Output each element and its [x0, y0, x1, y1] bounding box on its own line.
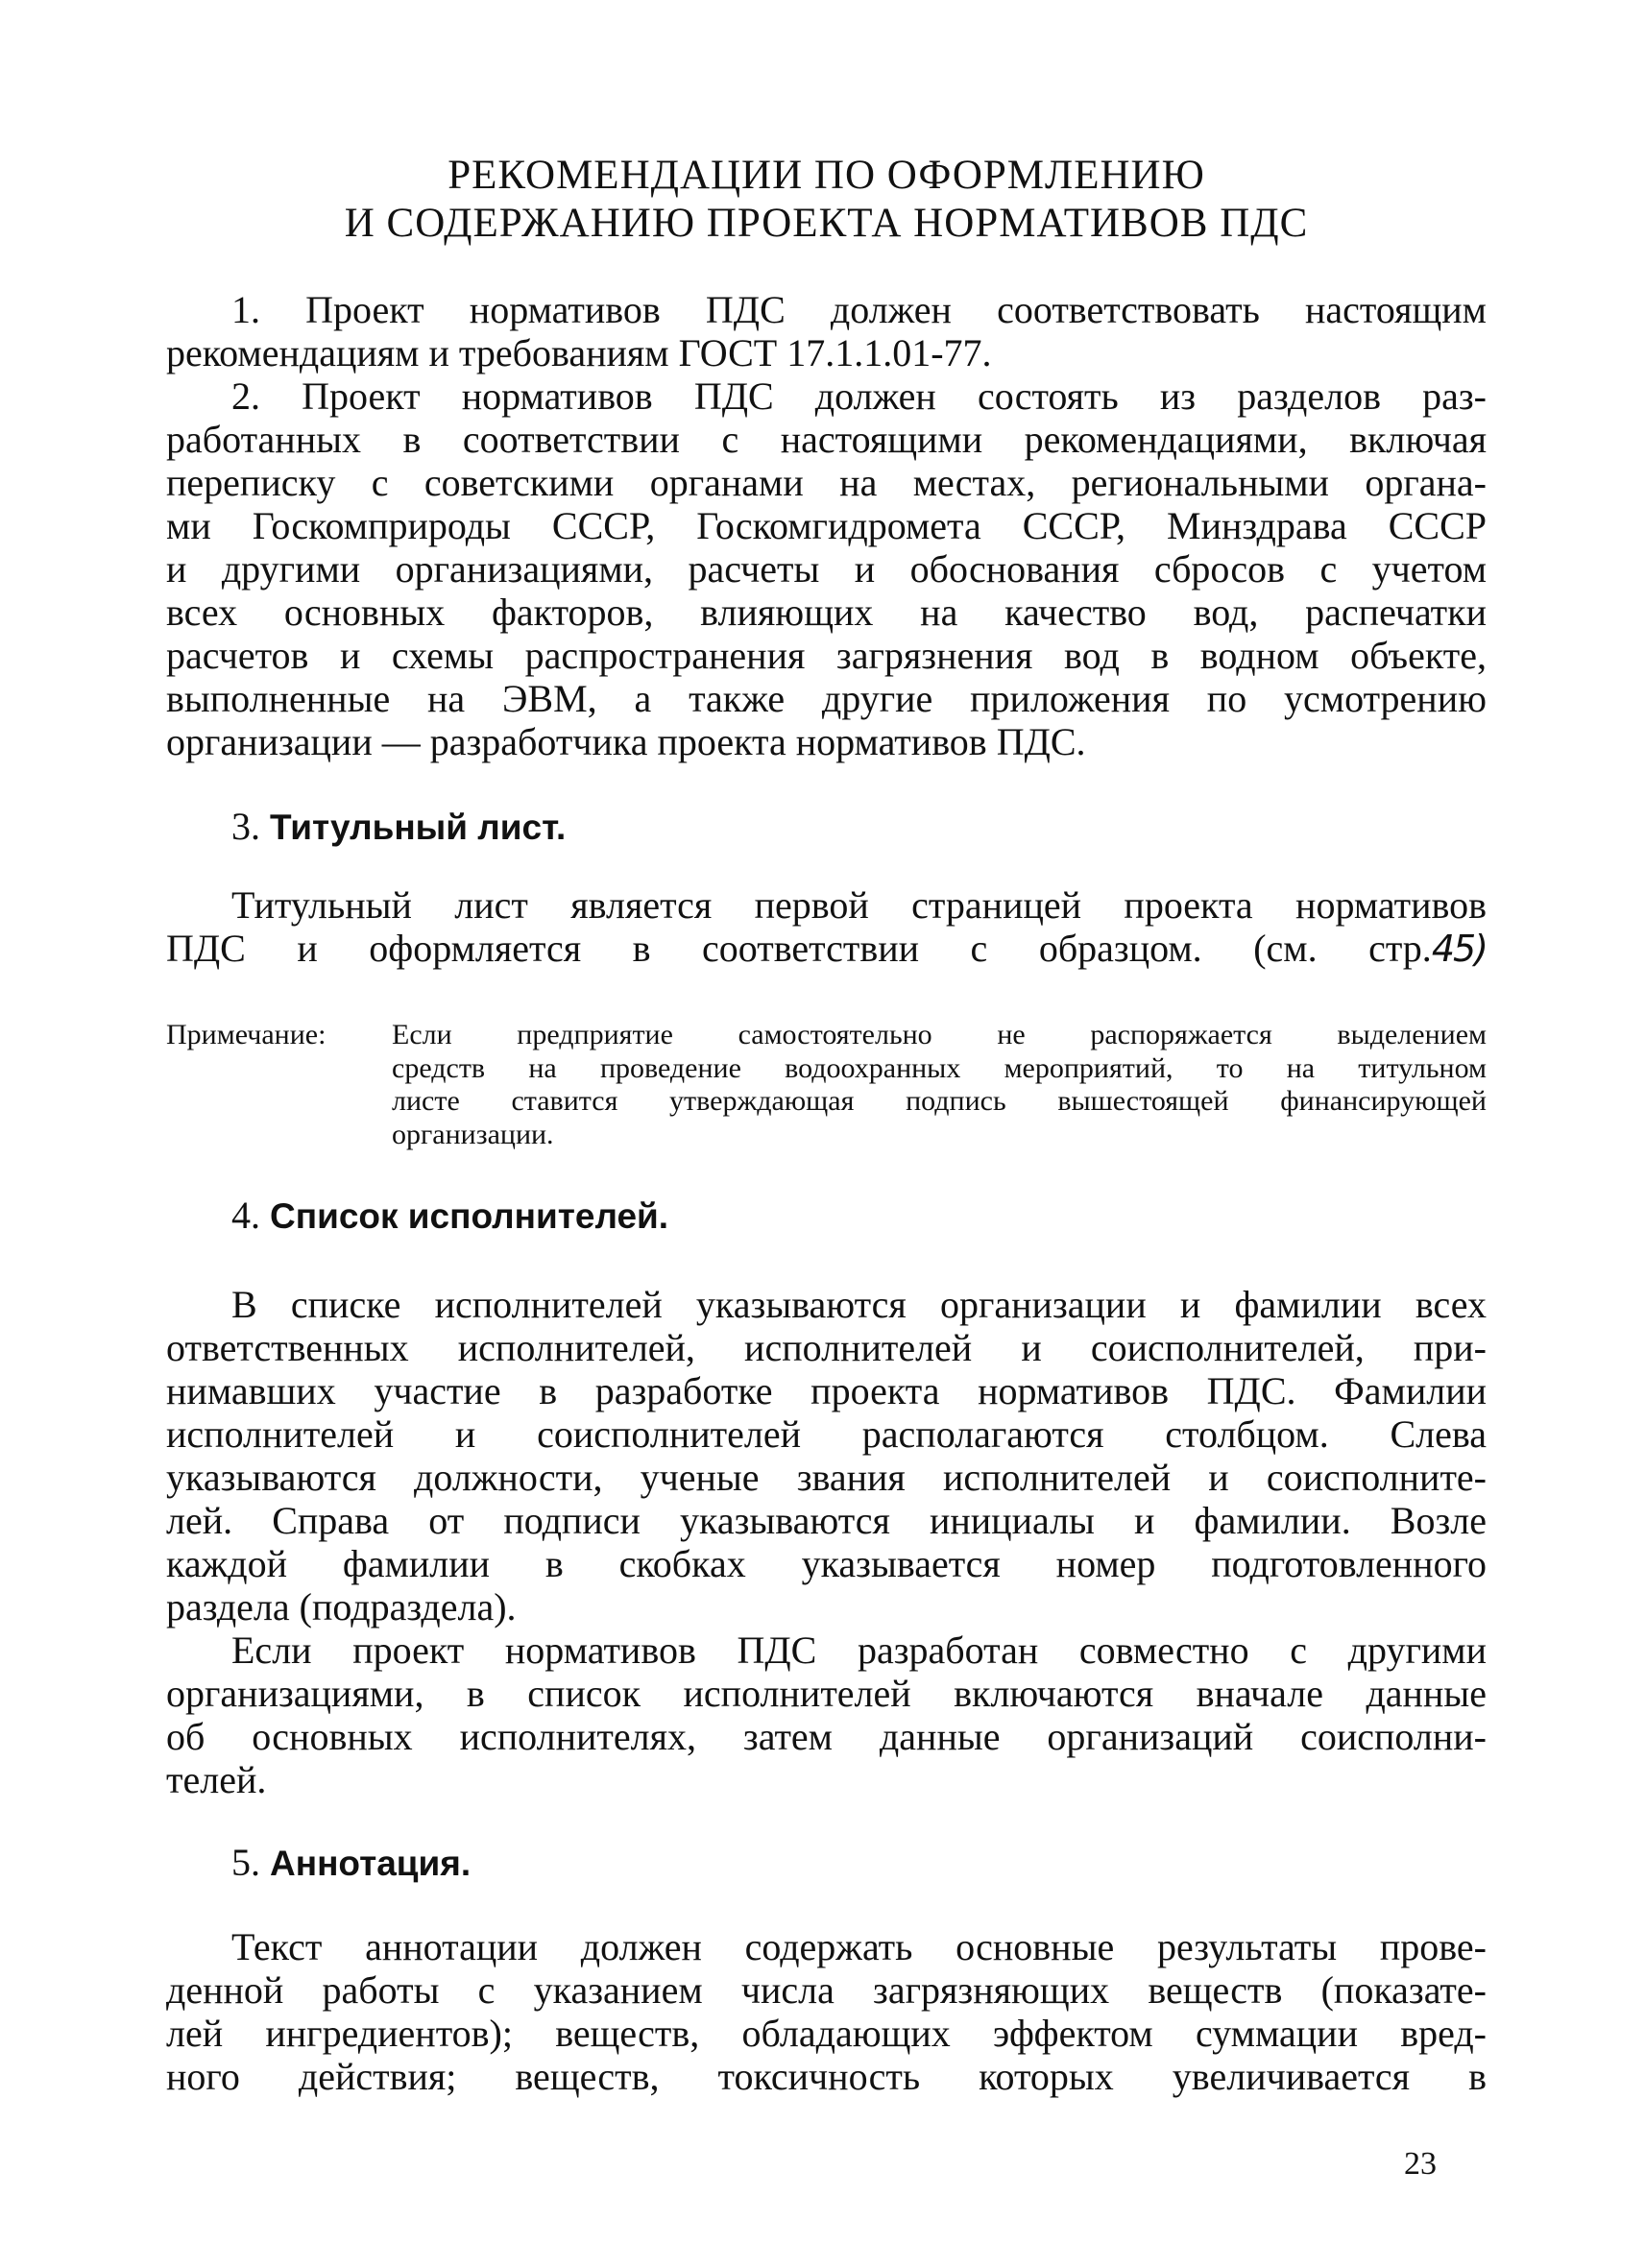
title-line: И СОДЕРЖАНИЮ ПРОЕКТА НОРМАТИВОВ ПДС: [344, 201, 1309, 246]
section-title: Титульный лист.: [270, 808, 567, 847]
text-line: лей. Справа от подписи указываются инициалы и фамилии. Возле: [166, 1499, 1487, 1542]
text-line: ми Госкомприроды СССР, Госкомгидромета СССР, Минздрава СССР: [166, 504, 1487, 547]
text-line: ответственных исполнителей, исполнителей и соисполнителей, при-: [166, 1326, 1487, 1369]
text-line: исполнителей и соисполнителей располагаются столбцом. Слева: [166, 1412, 1487, 1456]
page-title: [166, 152, 1487, 248]
text-line: работанных в соответствии с настоящими рекомендациями, включая: [166, 418, 1487, 461]
text-line: Текст аннотации должен содержать основные результаты прове-: [231, 1925, 1487, 1968]
text-line: ного действия; веществ, токсичность которых увеличивается в: [166, 2055, 1487, 2098]
text-line: 2. Проект нормативов ПДС должен состоять из разделов раз-: [231, 374, 1487, 418]
text-line: расчетов и схемы распространения загрязнения вод в водном объекте,: [166, 634, 1487, 677]
text-line: об основных исполнителях, затем данные организаций соисполни-: [166, 1715, 1487, 1758]
text-line: [166, 927, 1487, 971]
section-number: 3.: [231, 805, 260, 848]
page-number: 23: [1404, 2146, 1437, 2182]
text-line: раздела (подраздела).: [166, 1585, 517, 1629]
text-line: переписку с советскими органами на местах, региональными органа-: [166, 461, 1487, 504]
section-3-paragraph: [166, 883, 1487, 971]
section-number: 4.: [231, 1194, 260, 1237]
handwritten-page-number: 45): [1431, 928, 1487, 970]
text-line: указываются должности, ученые звания исполнителей и соисполните-: [166, 1456, 1487, 1499]
text-line: В списке исполнителей указываются организации и фамилии всех: [231, 1283, 1487, 1326]
section-3-heading: [166, 805, 1552, 849]
note: [166, 1019, 1487, 1153]
note-text: [392, 1019, 1487, 1151]
section-number: 5.: [231, 1841, 260, 1884]
text-line: всех основных факторов, влияющих на качество вод, распечатки: [166, 591, 1487, 634]
note-line: листе ставится утверждающая подпись вышестоящей финансирующей: [392, 1085, 1487, 1117]
line-text: ПДС и оформляется в соответствии с образцом. (см. стр.: [166, 927, 1432, 970]
note-line: Если предприятие самостоятельно не распоряжается выделением: [392, 1019, 1487, 1050]
text-line: Титульный лист является первой страницей проекта нормативов: [231, 883, 1487, 927]
text-line: телей.: [166, 1758, 267, 1801]
text-line: организации — разработчика проекта нормативов ПДС.: [166, 720, 1086, 763]
section-5-heading: [166, 1841, 1552, 1885]
note-line: средств на проведение водоохранных мероприятий, то на титульном: [392, 1051, 1487, 1084]
section-5-paragraphs: [166, 1925, 1487, 2098]
intro-paragraphs: [166, 288, 1487, 763]
note-line: организации.: [392, 1118, 554, 1150]
section-4-paragraphs: [166, 1283, 1487, 1801]
text-line: рекомендациям и требованиям ГОСТ 17.1.1.01-77.: [166, 331, 992, 374]
text-line: выполненные на ЭВМ, а также другие приложения по усмотрению: [166, 677, 1487, 720]
text-line: нимавших участие в разработке проекта нормативов ПДС. Фамилии: [166, 1369, 1487, 1412]
text-line: денной работы с указанием числа загрязняющих веществ (показате-: [166, 1968, 1487, 2012]
text-line: и другими организациями, расчеты и обоснования сбросов с учетом: [166, 547, 1487, 591]
section-title: Список исполнителей.: [270, 1196, 669, 1236]
text-line: 1. Проект нормативов ПДС должен соответствовать настоящим: [231, 288, 1487, 331]
note-label: Примечание:: [166, 1019, 327, 1050]
text-line: Если проект нормативов ПДС разработан совместно с другими: [231, 1629, 1487, 1672]
section-4-heading: [166, 1194, 1552, 1238]
section-title: Аннотация.: [270, 1844, 472, 1883]
text-line: организациями, в список исполнителей включаются вначале данные: [166, 1672, 1487, 1715]
text-line: каждой фамилии в скобках указывается номер подготовленного: [166, 1542, 1487, 1585]
title-line: РЕКОМЕНДАЦИИ ПО ОФОРМЛЕНИЮ: [448, 153, 1205, 198]
text-line: лей ингредиентов); веществ, обладающих эффектом суммации вред-: [166, 2012, 1487, 2055]
